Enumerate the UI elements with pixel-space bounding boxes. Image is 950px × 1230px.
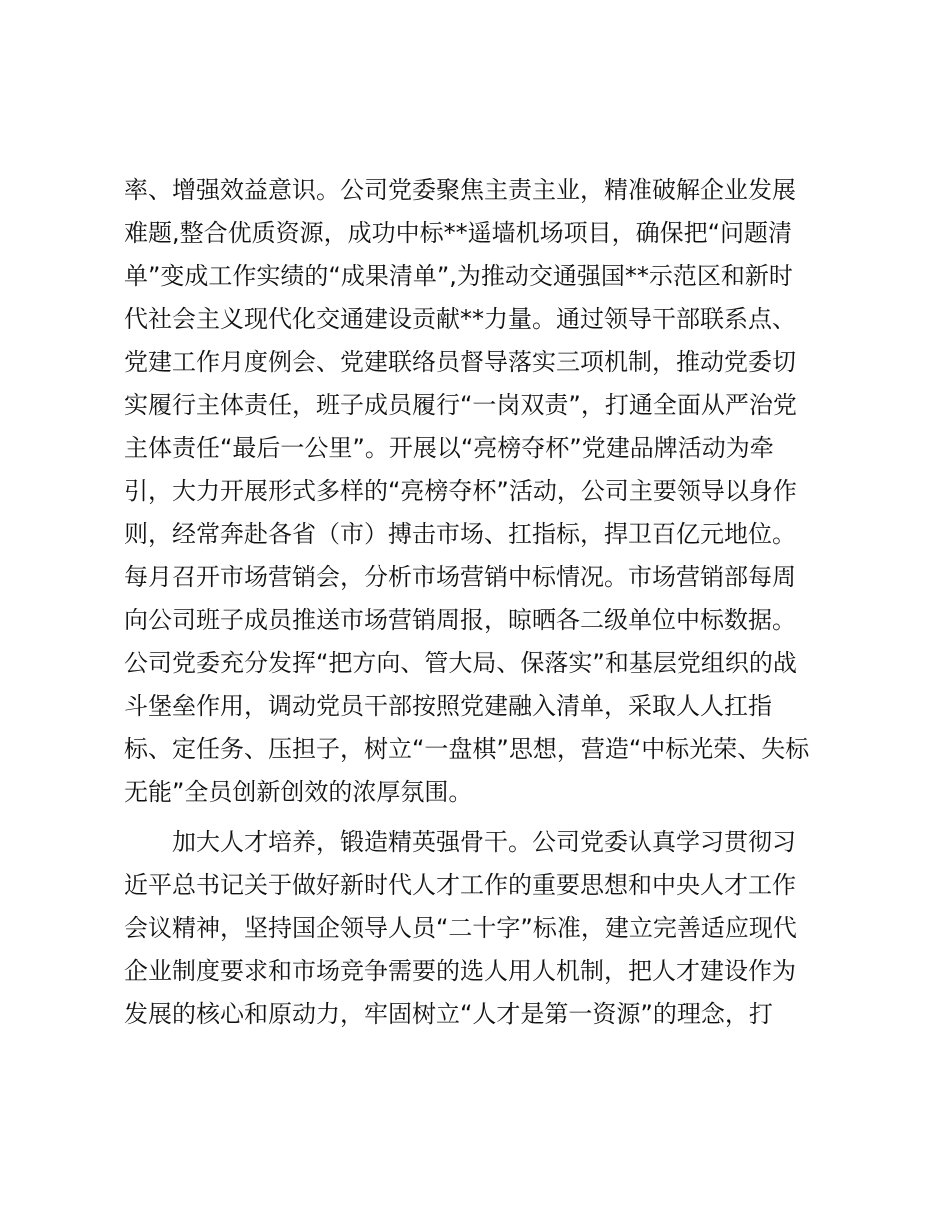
text-line: 党建工作月度例会、党建联络员督导落实三项机制，推动党委切 xyxy=(124,348,796,376)
text-line: 企业制度要求和市场竞争需要的选人用人机制，把人才建设作为 xyxy=(124,957,796,985)
text-line: 近平总书记关于做好新时代人才工作的重要思想和中央人才工作 xyxy=(124,871,796,899)
text-line: 公司党委充分发挥“把方向、管大局、保落实”和基层党组织的战 xyxy=(124,649,797,677)
text-line: 向公司班子成员推送市场营销周报，晾晒各二级单位中标数据。 xyxy=(124,606,796,634)
text-line: 斗堡垒作用，调动党员干部按照党建融入清单，采取人人扛指 xyxy=(124,692,772,720)
text-line: 则，经常奔赴各省（市）搏击市场、扛指标，捍卫百亿元地位。 xyxy=(124,520,796,548)
text-line: 实履行主体责任，班子成员履行“一岗双责”，打通全面从严治党 xyxy=(124,391,797,419)
text-line: 率、增强效益意识。公司党委聚焦主责主业，精准破解企业发展 xyxy=(124,176,796,204)
text-line: 标、定任务、压担子，树立“一盘棋”思想，营造“中标光荣、失标 xyxy=(124,735,810,763)
text-line: 每月召开市场营销会，分析市场营销中标情况。市场营销部每周 xyxy=(124,563,796,591)
text-line: 发展的核心和原动力，牢固树立“人才是第一资源”的理念，打 xyxy=(124,1000,773,1028)
text-line: 主体责任“最后一公里”。开展以“亮榜夺杯”党建品牌活动为牵 xyxy=(124,434,774,462)
text-line: 代社会主义现代化交通建设贡献**力量。通过领导干部联系点、 xyxy=(124,305,796,333)
text-line: 无能”全员创新创效的浓厚氛围。 xyxy=(124,778,473,806)
text-line: 单”变成工作实绩的“成果清单”,为推动交通强国**示范区和新时 xyxy=(124,262,793,290)
text-line: 难题,整合优质资源，成功中标**遥墙机场项目，确保把“问题清 xyxy=(124,219,793,247)
paragraph-first-line: 加大人才培养，锻造精英强骨干。公司党委认真学习贯彻习 xyxy=(172,828,796,856)
text-line: 会议精神，坚持国企领导人员“二十字”标准，建立完善适应现代 xyxy=(124,914,797,942)
text-line: 引，大力开展形式多样的“亮榜夺杯”活动，公司主要领导以身作 xyxy=(124,477,797,505)
